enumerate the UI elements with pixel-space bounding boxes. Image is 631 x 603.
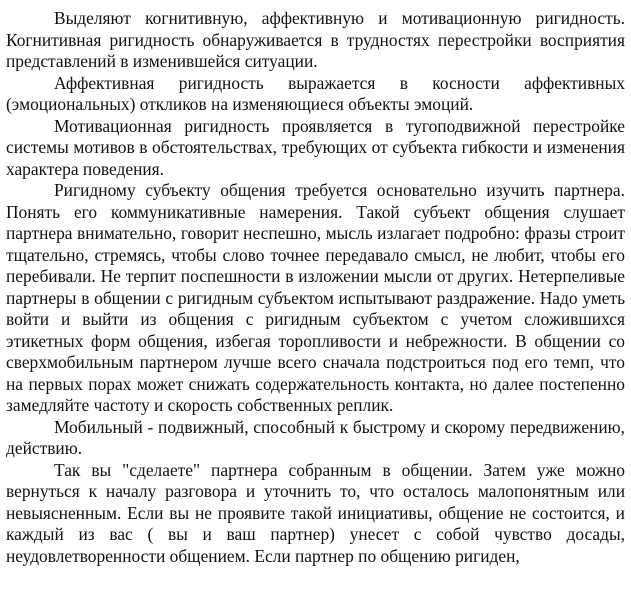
- paragraph-motivational-rigidity: Мотивационная ригидность проявляется в тугоподвижной перестройке системы мотивов в обстоятельствах, требующих от субъекта гибкости и изменения характера поведения.: [6, 115, 625, 179]
- paragraph-rigidity-types: Выделяют когнитивную, аффективную и мотивационную ригидность. Когнитивная ригидность обнаруживается в трудностях перестройки восприятия представлений в изменившейся ситуации.: [6, 8, 625, 71]
- paragraph-collected-partner: Так вы "сделаете" партнера собранным в общении. Затем уже можно вернуться к началу разговора и уточнить то, что осталось малопонятным или невыясненным. Если вы не проявите такой инициативы, общение не состоится, и каждый из вас ( вы и ваш партнер) унесет с собой чувство досады, неудовлетворенности общением. Если партнер по общению ригиден,: [6, 459, 625, 566]
- paragraph-mobile-definition: Мобильный - подвижный, способный к быстрому и скорому передвижению, действию.: [6, 416, 625, 458]
- document-page: [6, 8, 625, 567]
- paragraph-affective-rigidity: Аффективная ригидность выражается в косности аффективных (эмоциональных) откликов на изменяющиеся объекты эмоций.: [6, 72, 625, 114]
- paragraph-rigid-subject: Ригидному субъекту общения требуется основательно изучить партнера. Понять его коммуникативные намерения. Такой субъект общения слушает партнера внимательно, говорит неспешно, мысль излагает подробно: фразы строит тщательно, стремясь, чтобы слово точнее передавало смысл, не любит, чтобы его перебивали. Не терпит поспешности в изложении мысли от других. Нетерпеливые партнеры в общении с ригидным субъектом испытывают раздражение. Надо уметь войти и выйти из общения с ригидным субъектом с учетом сложившихся этикетных форм общения, избегая торопливости и небрежности. В общении со сверхмобильным партнером лучше всего сначала подстроиться под его темп, что на первых порах может снижать содержательность контакта, но далее постепенно замедляйте частоту и скорость собственных реплик.: [6, 180, 625, 415]
